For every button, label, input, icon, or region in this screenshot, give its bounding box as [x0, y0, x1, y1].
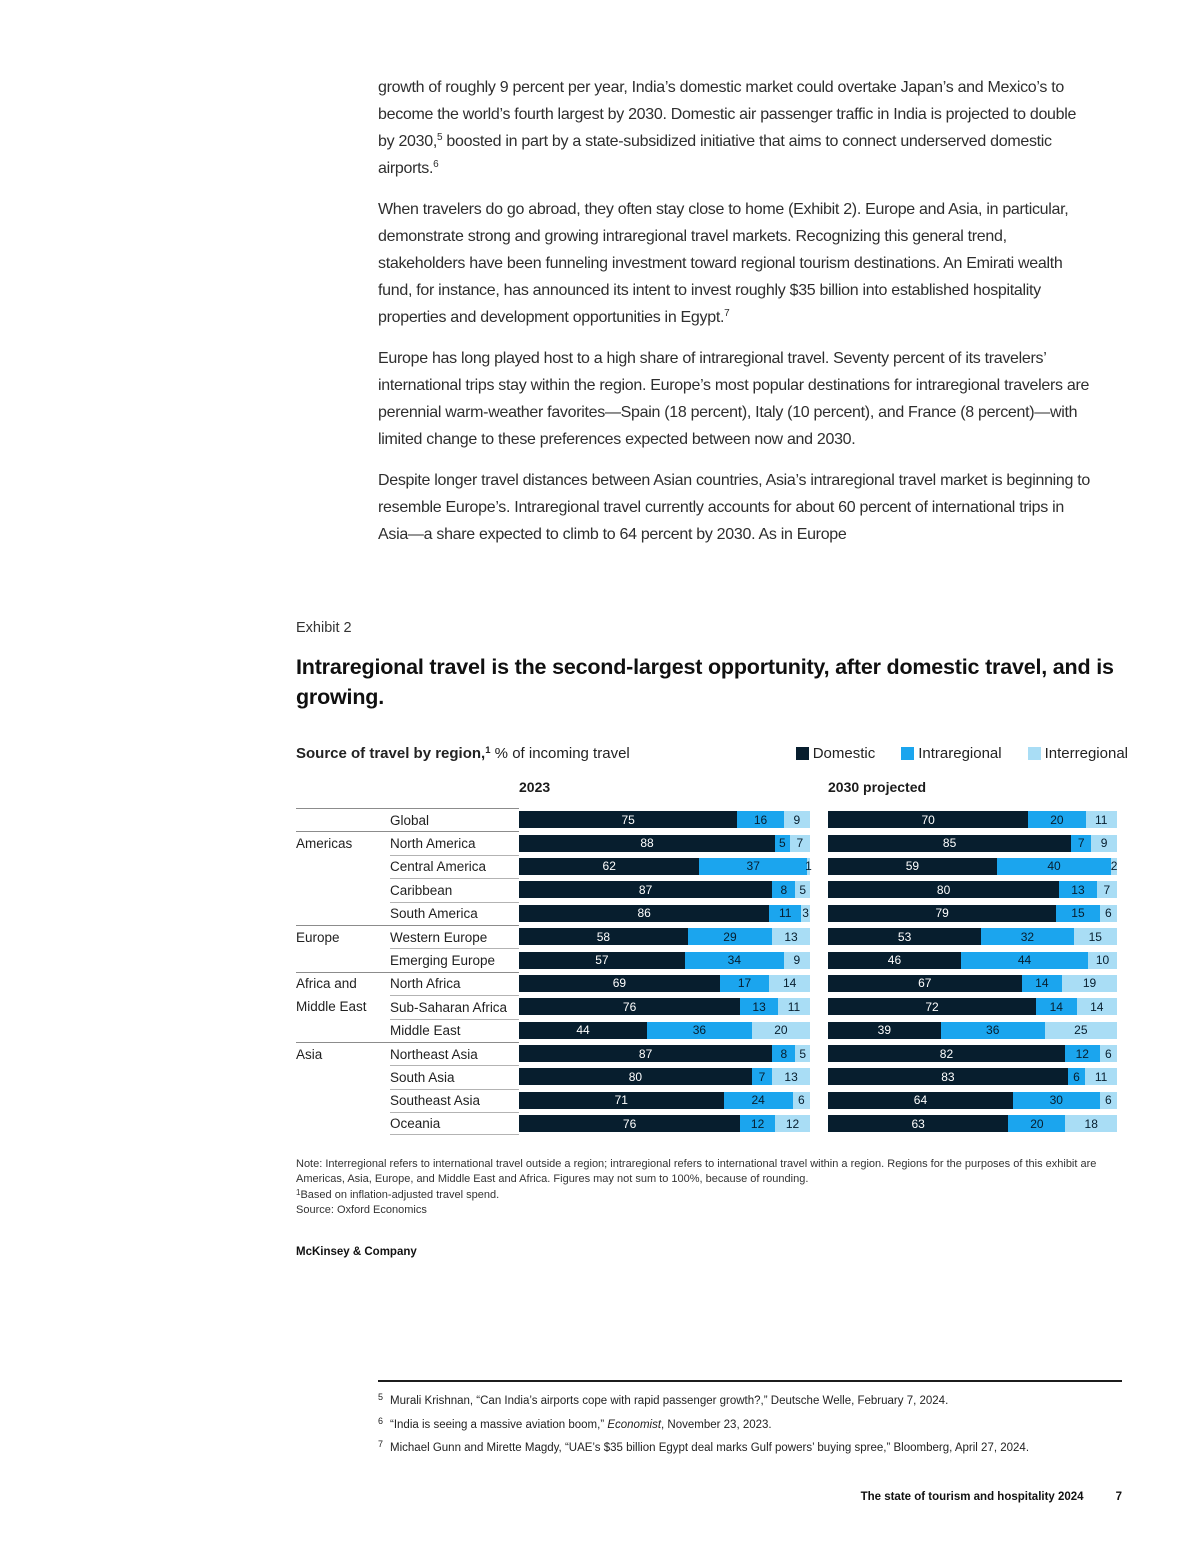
region-label: Oceania	[390, 1112, 519, 1135]
body-paragraphs	[378, 74, 1094, 562]
region-group-label: Middle East	[296, 999, 367, 1015]
bar-segment-intraregional: 7	[1071, 835, 1091, 852]
region-group-label	[296, 1065, 390, 1088]
bar-segment-interregional: 2	[1110, 859, 1118, 874]
chart-note	[296, 1157, 1120, 1217]
legend-swatch	[796, 747, 809, 760]
stacked-bar	[828, 1068, 1117, 1085]
bar-cell-2023	[519, 831, 810, 854]
region-label: Emerging Europe	[390, 948, 519, 971]
bar-segment-interregional: 11	[778, 998, 810, 1015]
bar-segment-intraregional: 14	[1022, 975, 1062, 992]
bar-segment-intraregional: 24	[724, 1092, 793, 1109]
region-group-label	[296, 878, 390, 901]
column-gap	[810, 902, 828, 925]
bar-cell-2023	[519, 925, 810, 948]
legend-item-intraregional	[901, 745, 1001, 762]
bar-segment-intraregional: 12	[740, 1115, 775, 1132]
region-group-label	[296, 902, 390, 925]
bar-segment-intraregional: 14	[1036, 998, 1076, 1015]
body-paragraph: growth of roughly 9 percent per year, India’s domestic market could overtake Japan’s and Mexico’s to become the world’s fourth largest by 2030. Domestic air passenger traffic in India is projected to double by 2030,$^5$ boosted in part by a state-subsidized initiative that aims to connect underserved domestic airports.$^6$	[378, 79, 1077, 177]
stacked-bar	[519, 835, 810, 852]
stacked-bar	[519, 975, 810, 992]
bar-segment-intraregional: 20	[1028, 811, 1085, 828]
bar-segment-interregional: 20	[752, 1022, 810, 1039]
bar-cell-2023	[519, 1112, 810, 1135]
chart-row-western-europe	[296, 925, 1122, 948]
bar-segment-interregional: 6	[793, 1092, 810, 1109]
bar-cell-2030	[828, 948, 1117, 971]
body-paragraph: Despite longer travel distances between Asian countries, Asia’s intraregional travel market is beginning to resemble Europe’s. Intraregional travel currently accounts for about 60 percent of international trips in Asia—a share expected to climb to 64 percent by 2030. As in Europe	[378, 472, 1091, 543]
bar-cell-2030	[828, 972, 1117, 995]
bar-segment-domestic: 70	[828, 811, 1028, 828]
bar-cell-2023	[519, 808, 810, 831]
bar-segment-domestic: 46	[828, 952, 961, 969]
column-gap	[810, 831, 828, 854]
spacer	[390, 779, 519, 808]
stacked-bar	[519, 928, 810, 945]
bar-segment-domestic: 87	[519, 1045, 772, 1062]
bar-segment-domestic: 86	[519, 905, 769, 922]
region-group-label: Europe	[296, 925, 390, 948]
stacked-bar	[519, 881, 810, 898]
stacked-bar	[519, 905, 810, 922]
bar-cell-2023	[519, 972, 810, 995]
bar-segment-interregional: 14	[1077, 998, 1117, 1015]
bar-segment-intraregional: 7	[752, 1068, 772, 1085]
bar-cell-2030	[828, 995, 1117, 1018]
region-label: Central America	[390, 855, 519, 878]
region-label: Global	[390, 808, 519, 831]
bar-segment-interregional: 9	[784, 811, 810, 828]
chart-column-headers	[296, 779, 1122, 808]
bar-segment-interregional: 14	[769, 975, 810, 992]
bar-segment-intraregional: 5	[775, 835, 790, 852]
column-gap	[810, 878, 828, 901]
bar-segment-domestic: 82	[828, 1045, 1065, 1062]
chart-row-caribbean	[296, 878, 1122, 901]
stacked-bar	[519, 811, 810, 828]
bar-segment-domestic: 75	[519, 811, 737, 828]
bar-segment-interregional: 13	[772, 928, 810, 945]
bar-segment-intraregional: 36	[647, 1022, 752, 1039]
bar-segment-intraregional: 40	[997, 858, 1111, 875]
bar-segment-intraregional: 30	[1013, 1092, 1100, 1109]
bar-cell-2030	[828, 1089, 1117, 1112]
bar-segment-domestic: 44	[519, 1022, 647, 1039]
bar-segment-intraregional: 13	[1059, 881, 1097, 898]
bar-segment-domestic: 79	[828, 905, 1056, 922]
bar-cell-2023	[519, 995, 810, 1018]
region-group-label	[296, 1019, 390, 1042]
bar-segment-intraregional: 20	[1008, 1115, 1065, 1132]
report-title: The state of tourism and hospitality 2024	[860, 1491, 1084, 1503]
bar-segment-interregional: 15	[1074, 928, 1117, 945]
stacked-bar	[828, 881, 1117, 898]
bar-segment-intraregional: 37	[699, 858, 807, 875]
region-label: North Africa	[390, 972, 519, 995]
spacer	[296, 779, 390, 808]
region-label: North America	[390, 831, 519, 854]
bar-cell-2023	[519, 1089, 810, 1112]
legend-item-interregional	[1028, 745, 1128, 762]
exhibit-label: Exhibit 2	[296, 620, 352, 636]
bar-segment-interregional: 25	[1045, 1022, 1117, 1039]
bar-cell-2023	[519, 1065, 810, 1088]
region-group-label	[296, 1089, 390, 1112]
footnote: $^6$ “India is seeing a massive aviation boom,” Economist, November 23, 2023.	[378, 1415, 772, 1431]
page-footer	[861, 1491, 1122, 1503]
bar-cell-2030	[828, 855, 1117, 878]
bar-segment-interregional: 3	[802, 906, 809, 921]
bar-segment-intraregional: 29	[688, 928, 772, 945]
bar-segment-interregional: 9	[1091, 835, 1117, 852]
body-paragraph: Europe has long played host to a high share of intraregional travel. Seventy percent of its travelers’ international trips stay within the region. Europe’s most popular destinations for intraregional travelers are perennial warm-weather favorites—Spain (18 percent), Italy (10 percent), and France (8 percent)—with limited change to these preferences expected between now and 2030.	[378, 350, 1090, 448]
bar-segment-intraregional: 8	[772, 881, 795, 898]
stacked-bar	[828, 952, 1117, 969]
column-gap	[810, 1019, 828, 1042]
stacked-bar	[828, 905, 1117, 922]
stacked-bar	[519, 1022, 810, 1039]
column-header-2023: 2023	[519, 779, 551, 795]
bar-segment-interregional: 10	[1088, 952, 1117, 969]
bar-segment-intraregional: 15	[1056, 905, 1099, 922]
chart-row-oceania	[296, 1112, 1122, 1135]
bar-cell-2030	[828, 1042, 1117, 1065]
footnote: $^5$ Murali Krishnan, “Can India’s airports cope with rapid passenger growth?,” Deutsche Welle, February 7, 2024.	[378, 1392, 949, 1407]
stacked-bar	[519, 1045, 810, 1062]
spacer	[810, 779, 828, 808]
bar-cell-2023	[519, 878, 810, 901]
bar-segment-interregional: 9	[784, 952, 810, 969]
legend-swatch	[901, 747, 914, 760]
bar-segment-domestic: 63	[828, 1115, 1008, 1132]
stacked-bar	[519, 858, 810, 875]
bar-cell-2030	[828, 925, 1117, 948]
bar-segment-intraregional: 13	[740, 998, 778, 1015]
chart-row-northeast-asia	[296, 1042, 1122, 1065]
footnotes	[378, 1388, 1150, 1459]
stacked-bar	[519, 1115, 810, 1132]
stacked-bar	[519, 1068, 810, 1085]
bar-segment-domestic: 69	[519, 975, 720, 992]
region-group-label: Americas	[296, 831, 390, 854]
chart-subtitle	[296, 745, 630, 762]
bar-segment-interregional: 12	[775, 1115, 810, 1132]
chart-row-southeast-asia	[296, 1089, 1122, 1112]
stacked-bar	[828, 1022, 1117, 1039]
bar-segment-domestic: 88	[519, 835, 775, 852]
footnote-marker: 7	[724, 308, 730, 319]
bar-cell-2030	[828, 1065, 1117, 1088]
bar-segment-intraregional: 11	[769, 905, 801, 922]
bar-cell-2030	[828, 1112, 1117, 1135]
stacked-bar	[828, 998, 1117, 1015]
bar-cell-2023	[519, 855, 810, 878]
region-group-label: Africa and	[296, 972, 390, 995]
chart-row-emerging-europe	[296, 948, 1122, 971]
region-group-label	[296, 948, 390, 971]
region-label: Middle East	[390, 1019, 519, 1042]
column-gap	[810, 1112, 828, 1135]
bar-cell-2030	[828, 808, 1117, 831]
legend-label: Intraregional	[918, 745, 1002, 762]
column-gap	[810, 855, 828, 878]
bar-cell-2023	[519, 948, 810, 971]
column-gap	[810, 925, 828, 948]
bar-cell-2023	[519, 1019, 810, 1042]
bar-segment-domestic: 72	[828, 998, 1036, 1015]
region-label: South America	[390, 902, 519, 925]
stacked-bar	[828, 858, 1117, 875]
region-group-label: Asia	[296, 1042, 390, 1065]
bar-segment-interregional: 6	[1100, 1092, 1117, 1109]
stacked-bar	[828, 1045, 1117, 1062]
legend-label: Domestic	[812, 745, 876, 762]
chart-subtitle-footnote-marker: 1	[485, 745, 491, 756]
bar-segment-domestic: 58	[519, 928, 688, 945]
footnote-number: 5	[378, 1392, 384, 1402]
bar-segment-domestic: 62	[519, 858, 699, 875]
column-gap	[810, 1089, 828, 1112]
exhibit-title: Intraregional travel is the second-largest opportunity, after domestic travel, and is growing.	[296, 655, 1114, 709]
column-gap	[810, 972, 828, 995]
bar-cell-2030	[828, 1019, 1117, 1042]
bar-segment-intraregional: 17	[720, 975, 769, 992]
bar-segment-domestic: 83	[828, 1068, 1068, 1085]
bar-segment-domestic: 67	[828, 975, 1022, 992]
body-paragraph: When travelers do go abroad, they often stay close to home (Exhibit 2). Europe and Asia, in particular, demonstrate strong and growing intraregional travel markets. Recognizing this general trend, stakeholders have been funneling investment toward regional tourism destinations. An Emirati wealth fund, for instance, has announced its intent to invest roughly $35 billion into established hospitality properties and development opportunities in Egypt.$^7$	[378, 201, 1069, 326]
bar-segment-interregional: 6	[1100, 905, 1117, 922]
column-header-2030: 2030 projected	[828, 779, 927, 795]
chart-row-south-america	[296, 902, 1122, 925]
note-source: Source: Oxford Economics	[296, 1203, 427, 1216]
chart-row-central-america	[296, 855, 1122, 878]
bar-segment-domestic: 76	[519, 998, 740, 1015]
footnote: $^7$ Michael Gunn and Mirette Magdy, “UAE’s $35 billion Egypt deal marks Gulf powers’ buying spree,” Bloomberg, April 27, 2024.	[378, 1439, 1030, 1454]
bar-segment-intraregional: 6	[1068, 1068, 1085, 1085]
bar-cell-2030	[828, 831, 1117, 854]
bar-segment-interregional: 5	[795, 881, 810, 898]
bar-segment-intraregional: 8	[772, 1045, 795, 1062]
chart-subtitle-rest: % of incoming travel	[490, 745, 630, 762]
stacked-bar	[519, 998, 810, 1015]
stacked-bar	[828, 835, 1117, 852]
page-number: 7	[1115, 1491, 1122, 1503]
region-label: Sub-Saharan Africa	[390, 995, 519, 1018]
region-label: Southeast Asia	[390, 1089, 519, 1112]
chart-subtitle-row	[296, 745, 1128, 762]
region-label: Western Europe	[390, 925, 519, 948]
stacked-bar	[828, 1115, 1117, 1132]
bar-cell-2030	[828, 902, 1117, 925]
stacked-bar	[519, 952, 810, 969]
bar-cell-2023	[519, 902, 810, 925]
column-gap	[810, 1042, 828, 1065]
bar-segment-interregional: 6	[1100, 1045, 1117, 1062]
legend-label: Interregional	[1044, 745, 1128, 762]
bar-segment-interregional: 7	[790, 835, 810, 852]
stacked-bar	[828, 928, 1117, 945]
stacked-bar	[828, 811, 1117, 828]
chart-subtitle-bold: Source of travel by region,	[296, 745, 486, 762]
footnote-italic-title: Economist	[607, 1418, 662, 1431]
chart-row-north-africa	[296, 972, 1122, 995]
bar-segment-interregional: 19	[1062, 975, 1117, 992]
bar-cell-2023	[519, 1042, 810, 1065]
region-group-label	[296, 808, 390, 831]
bar-segment-interregional: 11	[1086, 811, 1117, 828]
bar-segment-intraregional: 12	[1065, 1045, 1100, 1062]
mckinsey-signature: McKinsey & Company	[296, 1246, 417, 1258]
column-gap	[810, 995, 828, 1018]
bar-segment-interregional: 7	[1097, 881, 1117, 898]
bar-segment-domestic: 53	[828, 928, 981, 945]
bar-segment-interregional: 5	[795, 1045, 810, 1062]
bar-cell-2030	[828, 878, 1117, 901]
bar-segment-domestic: 76	[519, 1115, 740, 1132]
footnote-number: 6	[378, 1415, 384, 1426]
bar-segment-domestic: 80	[519, 1068, 752, 1085]
bar-segment-interregional: 11	[1085, 1068, 1117, 1085]
region-group-label	[296, 855, 390, 878]
column-gap	[810, 948, 828, 971]
column-gap	[810, 1065, 828, 1088]
bar-segment-interregional: 13	[772, 1068, 810, 1085]
chart-row-global	[296, 808, 1122, 831]
chart-row-south-asia	[296, 1065, 1122, 1088]
chart-row-sub-saharan-africa	[296, 995, 1122, 1018]
note-footnote: $^1$Based on inflation-adjusted travel spend.	[296, 1188, 500, 1201]
bar-segment-domestic: 57	[519, 952, 685, 969]
stacked-bar-chart	[296, 779, 1122, 1135]
bar-segment-domestic: 59	[828, 858, 997, 875]
column-gap	[810, 808, 828, 831]
legend-item-domestic	[796, 745, 876, 762]
region-label: Caribbean	[390, 878, 519, 901]
footnote-marker: 6	[433, 159, 439, 170]
stacked-bar	[828, 1092, 1117, 1109]
legend-swatch	[1028, 747, 1041, 760]
footnote-marker: 5	[436, 132, 443, 143]
bar-segment-domestic: 87	[519, 881, 772, 898]
chart-row-middle-east	[296, 1019, 1122, 1042]
stacked-bar	[828, 975, 1117, 992]
region-label: South Asia	[390, 1065, 519, 1088]
region-label: Northeast Asia	[390, 1042, 519, 1065]
bar-segment-domestic: 80	[828, 881, 1059, 898]
bar-segment-intraregional: 44	[961, 952, 1088, 969]
chart-row-north-america	[296, 831, 1122, 854]
bar-segment-interregional: 1	[805, 859, 812, 874]
chart-legend	[796, 745, 1128, 762]
stacked-bar	[519, 1092, 810, 1109]
bar-segment-domestic: 39	[828, 1022, 941, 1039]
bar-segment-domestic: 71	[519, 1092, 724, 1109]
footnote-number: 7	[378, 1439, 384, 1449]
bar-segment-domestic: 85	[828, 835, 1071, 852]
bar-segment-intraregional: 36	[941, 1022, 1045, 1039]
bar-segment-interregional: 18	[1065, 1115, 1117, 1132]
bar-segment-intraregional: 34	[685, 952, 784, 969]
region-group-label	[296, 1112, 390, 1135]
bar-segment-domestic: 64	[828, 1092, 1013, 1109]
bar-segment-intraregional: 16	[737, 811, 784, 828]
footnote-divider	[378, 1380, 1122, 1382]
note-main: Note: Interregional refers to international travel outside a region; intraregional refers to international travel within a region. Regions for the purposes of this exhibit are Americas, Asia, Europe, and Middle East and Africa. Figures may not sum to 100%, because of rounding.	[296, 1158, 1097, 1185]
bar-segment-intraregional: 32	[981, 928, 1073, 945]
